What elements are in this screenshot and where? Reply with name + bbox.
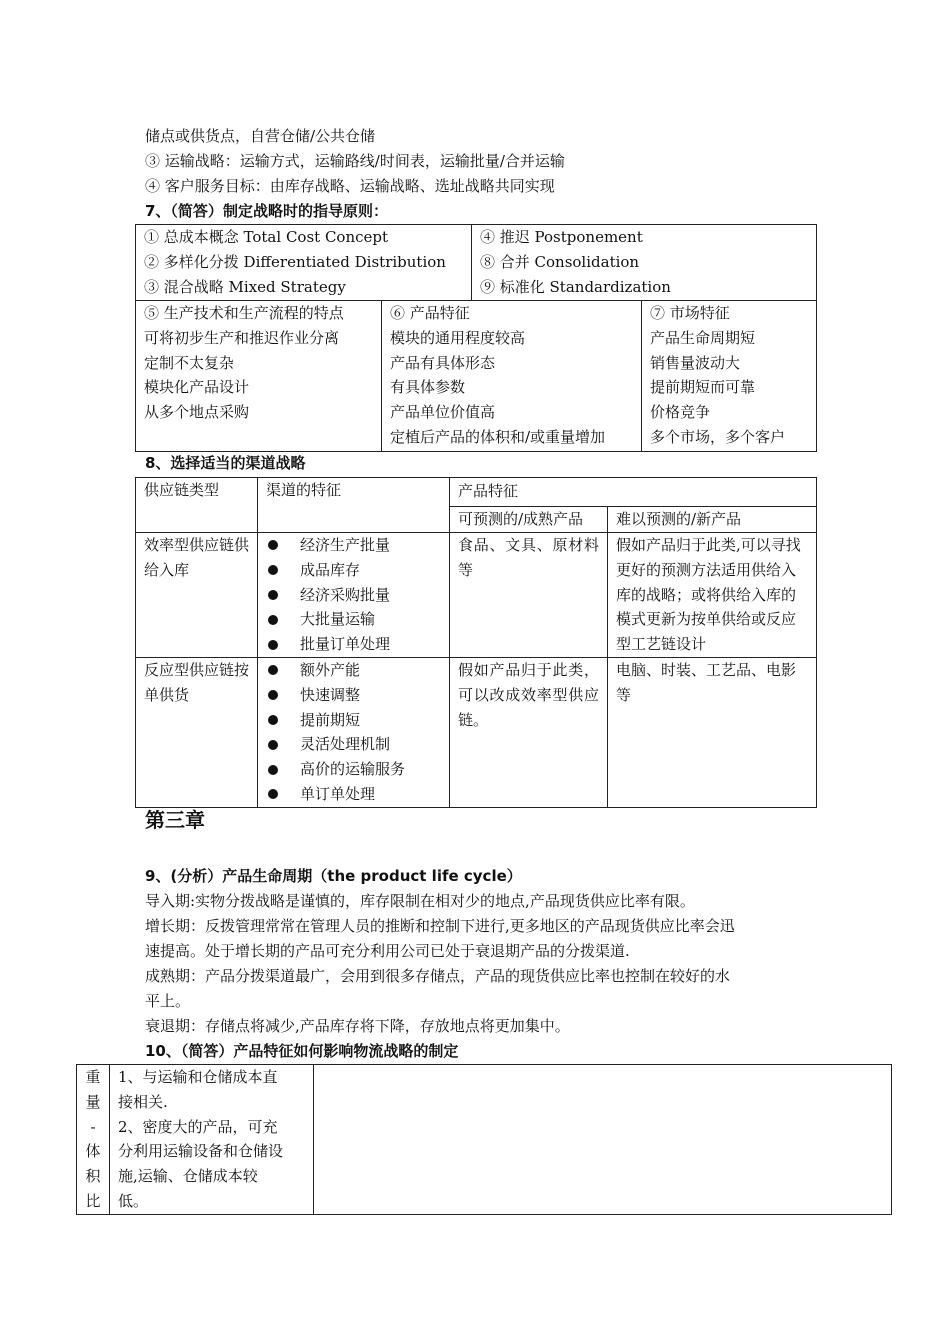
cell-line: 有具体参数	[390, 378, 466, 397]
row-predictable: 假如产品归于此类，可以改成效率型供应链。	[450, 658, 608, 808]
cell-line: 多个市场，多个客户	[650, 427, 786, 446]
cell-line: 1、与运输和仓储成本直	[118, 1068, 278, 1086]
label-char: 体	[85, 1142, 101, 1161]
cell-line: 提前期短而可靠	[650, 378, 756, 397]
cell-line: 产品有具体形态	[390, 353, 496, 372]
cell-line: 模块的通用程度较高	[390, 328, 526, 347]
bullet-icon	[268, 740, 278, 750]
list-item: 成品库存	[266, 558, 441, 583]
cell-line: 施,运输、仓储成本较	[118, 1167, 258, 1186]
label-char: 比	[85, 1191, 101, 1210]
cell-line: ⑤ 生产技术和生产流程的特点	[144, 304, 344, 322]
cell-line: 价格竞争	[650, 403, 711, 422]
principles-left-cell	[136, 225, 472, 301]
header-channel-features: 渠道的特征	[258, 478, 450, 533]
bullet-icon	[268, 565, 278, 575]
list-item: 大批量运输	[266, 607, 441, 632]
principle-item: ③ 混合战略 Mixed Strategy	[144, 277, 346, 296]
channel-strategy-table	[135, 477, 817, 808]
market-feature-cell	[642, 301, 817, 452]
row-type: 效率型供应链供给入库	[136, 533, 258, 658]
list-item: 快速调整	[266, 683, 441, 708]
row-unpredictable: 假如产品归于此类,可以寻找更好的预测方法适用供给入库的战略；或将供给入库的模式更新为按单供给或反应型工艺链设计	[608, 533, 817, 658]
header-predictable: 可预测的/成熟产品	[450, 507, 608, 533]
cell-line: 可将初步生产和推迟作业分离	[144, 328, 340, 347]
cell-line: 接相关.	[118, 1092, 168, 1111]
list-item: 提前期短	[266, 708, 441, 733]
bullet-icon	[268, 765, 278, 775]
paragraph-line: 成熟期：产品分拨渠道最广，会用到很多存储点，产品的现货供应比率也控制在较好的水	[145, 967, 731, 985]
product-feature-table	[76, 1064, 892, 1215]
bullet-icon	[268, 615, 278, 625]
cell-line: 定植后产品的体积和/或重量增加	[390, 427, 606, 446]
list-item: 批量订单处理	[266, 632, 441, 657]
cell-line: ⑦ 市场特征	[650, 304, 730, 322]
list-item: 经济生产批量	[266, 533, 441, 558]
intro-line: 储点或供货点，自营仓储/公共仓储	[145, 127, 376, 145]
section7-heading: 7、（简答）制定战略时的指导原则：	[145, 202, 388, 220]
principle-item: ② 多样化分拨 Differentiated Distribution	[144, 252, 446, 271]
cell-line: 2、密度大的产品，可充	[118, 1117, 278, 1136]
cell-line: ⑥ 产品特征	[390, 304, 470, 322]
label-char: -	[90, 1117, 96, 1136]
chapter-title: 第三章	[145, 808, 205, 832]
cell-line: 产品生命周期短	[650, 328, 756, 347]
cell-line: 模块化产品设计	[144, 378, 250, 397]
cell-line: 销售量波动大	[650, 353, 741, 372]
list-item: 高价的运输服务	[266, 757, 441, 782]
bullet-icon	[268, 665, 278, 675]
cell-line: 从多个地点采购	[144, 403, 250, 422]
section9-heading: 9、(分析）产品生命周期（the product life cycle）	[145, 867, 522, 885]
list-item: 经济采购批量	[266, 583, 441, 608]
cell-line: 定制不太复杂	[144, 353, 235, 372]
bullet-icon	[268, 789, 278, 799]
cell-line: 分利用运输设备和仓储设	[118, 1142, 284, 1161]
list-item: 灵活处理机制	[266, 732, 441, 757]
density-content-cell	[110, 1065, 314, 1215]
section10-heading: 10、（简答）产品特征如何影响物流战略的制定	[145, 1042, 459, 1060]
row-channel-features	[258, 533, 450, 658]
row-unpredictable: 电脑、时装、工艺品、电影等	[608, 658, 817, 808]
section8-heading: 8、选择适当的渠道战略	[145, 454, 306, 472]
row-type: 反应型供应链按单供货	[136, 658, 258, 808]
bullet-icon	[268, 640, 278, 650]
cell-line: 产品单位价值高	[390, 403, 496, 422]
principle-item: ⑨ 标准化 Standardization	[480, 277, 671, 296]
principles-right-cell	[472, 225, 817, 301]
principles-table-bottom	[135, 300, 817, 452]
bullet-icon	[268, 590, 278, 600]
paragraph-line: 衰退期：存储点将减少,产品库存将下降，存放地点将更加集中。	[145, 1017, 570, 1035]
intro-line: ④ 客户服务目标：由库存战略、运输战略、选址战略共同实现	[145, 177, 555, 195]
principles-table-top	[135, 224, 817, 301]
product-feature-cell	[382, 301, 642, 452]
row-label-cell	[77, 1065, 110, 1215]
intro-line: ③ 运输战略：运输方式，运输路线/时间表，运输批量/合并运输	[145, 152, 565, 170]
principle-item: ⑧ 合并 Consolidation	[480, 252, 640, 271]
paragraph-line: 增长期：反拨管理常常在管理人员的推断和控制下进行,更多地区的产品现货供应比率会迅	[145, 917, 735, 935]
production-tech-cell	[136, 301, 382, 452]
bullet-icon	[268, 690, 278, 700]
label-char: 量	[85, 1092, 101, 1111]
cell-line: 低。	[118, 1191, 149, 1210]
row-channel-features	[258, 658, 450, 808]
principle-item: ④ 推迟 Postponement	[480, 228, 643, 246]
empty-cell	[314, 1065, 892, 1215]
list-item: 单订单处理	[266, 782, 441, 807]
label-char: 积	[85, 1167, 101, 1186]
bullet-icon	[268, 540, 278, 550]
paragraph-line: 平上。	[145, 992, 191, 1010]
label-char: 重	[85, 1068, 101, 1086]
bullet-icon	[268, 715, 278, 725]
header-unpredictable: 难以预测的/新产品	[608, 507, 817, 533]
row-predictable: 食品、文具、原材料等	[450, 533, 608, 658]
paragraph-line: 速提高。处于增长期的产品可充分利用公司已处于衰退期产品的分拨渠道.	[145, 942, 630, 960]
header-product-features: 产品特征	[450, 478, 817, 507]
header-supply-chain-type: 供应链类型	[136, 478, 258, 533]
paragraph-line: 导入期:实物分拨战略是谨慎的，库存限制在相对少的地点,产品现货供应比率有限。	[145, 892, 695, 910]
principle-item: ① 总成本概念 Total Cost Concept	[144, 228, 389, 246]
list-item: 额外产能	[266, 658, 441, 683]
